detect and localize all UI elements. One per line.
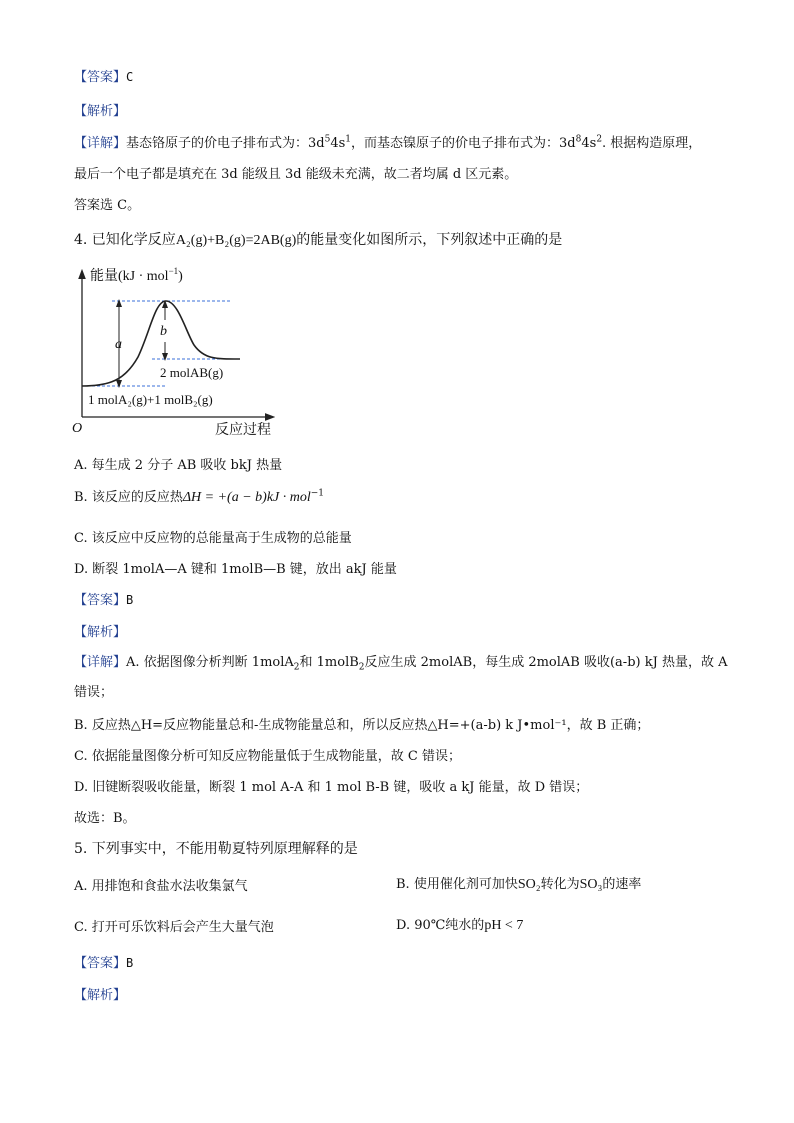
superscript: 2 [596, 134, 603, 145]
q5-option-c: C. 打开可乐饮料后会产生大量气泡 [74, 920, 274, 935]
label-b: b [160, 324, 167, 339]
q5-answer [74, 952, 133, 971]
q4-detail-b: B. 反应热△H=反应物能量总和-生成物能量总和，所以反应热△H=+(a-b) k J•mol⁻¹，故 B 正确； [74, 718, 650, 733]
superscript: 5 [324, 134, 331, 145]
detail-text: . 根据构造原理， [602, 136, 702, 151]
detail-text: 基态铬原子的价电子排布式为：3d [126, 136, 325, 151]
option-text: B. 该反应的反应热 [74, 490, 183, 505]
q3-detail-line2: 最后一个电子都是填充在 3d 能级且 3d 能级未充满，故二者均属 d 区元素。 [74, 167, 518, 182]
subscript: 2 [293, 662, 300, 673]
q4-answer [74, 589, 133, 608]
option-text: 转化为 [540, 877, 580, 892]
detail-text: 和 1molB [299, 655, 359, 670]
q3-answer [74, 66, 133, 85]
answer-tag: 【答案】 [74, 70, 127, 85]
answer-tag: 【答案】 [74, 593, 127, 608]
q4-option-d: D. 断裂 1molA—A 键和 1molB—B 键，放出 akJ 能量 [74, 562, 397, 577]
subscript: 2 [358, 662, 365, 673]
option-text: B. 使用催化剂可加快 [396, 877, 518, 892]
label-a: a [115, 337, 122, 352]
stem-text: 4. 已知化学反应 [74, 232, 176, 248]
detail-text: A. 依据图像分析判断 1molA [126, 655, 294, 670]
q4-option-b [74, 486, 324, 506]
q4-option-a: A. 每生成 2 分子 AB 吸收 bkJ 热量 [74, 458, 283, 473]
y-axis-label: 能量(kJ · mol$^{-1}$) [90, 266, 183, 284]
energy-diagram [70, 262, 290, 442]
option-text: 的速率 [602, 877, 642, 892]
detail-text: ，而基态镍原子的价电子排布式为：3d [351, 136, 576, 151]
q4-analysis-tag: 【解析】 [74, 625, 127, 640]
answer-tag: 【答案】 [74, 956, 127, 971]
stem-text: 的能量变化如图所示，下列叙述中正确的是 [296, 232, 563, 248]
answer-value: B [126, 956, 134, 970]
q4-conclusion: 故选：B。 [74, 811, 136, 826]
option-math: pH < 7 [484, 918, 524, 933]
reactant-label: 1 molA₂(g)+1 molB₂(g) [88, 392, 213, 407]
answer-value: C [126, 70, 134, 84]
superscript: −1 [310, 488, 325, 499]
q5-analysis-tag: 【解析】 [74, 988, 127, 1003]
stem-equation: A₂(g)+B₂(g)=2AB(g) [175, 233, 297, 248]
detail-text: 4s [581, 136, 597, 151]
option-math: ΔH = +(a − b)kJ · mol [182, 490, 311, 505]
option-text: D. 90℃纯水的 [396, 918, 485, 933]
detail-tag: 【详解】 [74, 655, 127, 670]
superscript: 1 [345, 134, 352, 145]
q5-stem: 5. 下列事实中，不能用勒夏特列原理解释的是 [74, 841, 358, 857]
product-label: 2 molAB(g) [160, 365, 224, 380]
origin-label: O [72, 421, 83, 436]
option-formula: SO₃ [579, 877, 603, 892]
detail-tag: 【详解】 [74, 136, 127, 151]
q5-option-d [396, 914, 523, 934]
x-axis-label: 反应过程 [215, 423, 271, 438]
detail-text: 4s [330, 136, 346, 151]
option-formula: SO₂ [517, 877, 541, 892]
q3-analysis-tag: 【解析】 [74, 104, 127, 119]
q3-conclusion: 答案选 C。 [74, 198, 141, 213]
q4-detail-a1 [74, 651, 728, 673]
q3-detail-line1 [74, 132, 701, 151]
answer-value: B [126, 593, 134, 607]
q4-option-c: C. 该反应中反应物的总能量高于生成物的总能量 [74, 531, 352, 546]
q4-detail-a2: 错误； [74, 685, 114, 700]
q4-stem [74, 229, 562, 249]
superscript: 8 [575, 134, 582, 145]
q5-option-b [396, 873, 641, 893]
q4-detail-d: D. 旧键断裂吸收能量，断裂 1 mol A-A 和 1 mol B-B 键，吸收 a kJ 能量，故 D 错误； [74, 780, 589, 795]
q5-option-a: A. 用排饱和食盐水法收集氯气 [74, 879, 248, 894]
detail-text: 反应生成 2molAB，每生成 2molAB 吸收(a-b) kJ 热量，故 A [364, 655, 728, 670]
q4-detail-c: C. 依据能量图像分析可知反应物能量低于生成物能量，故 C 错误； [74, 749, 461, 764]
